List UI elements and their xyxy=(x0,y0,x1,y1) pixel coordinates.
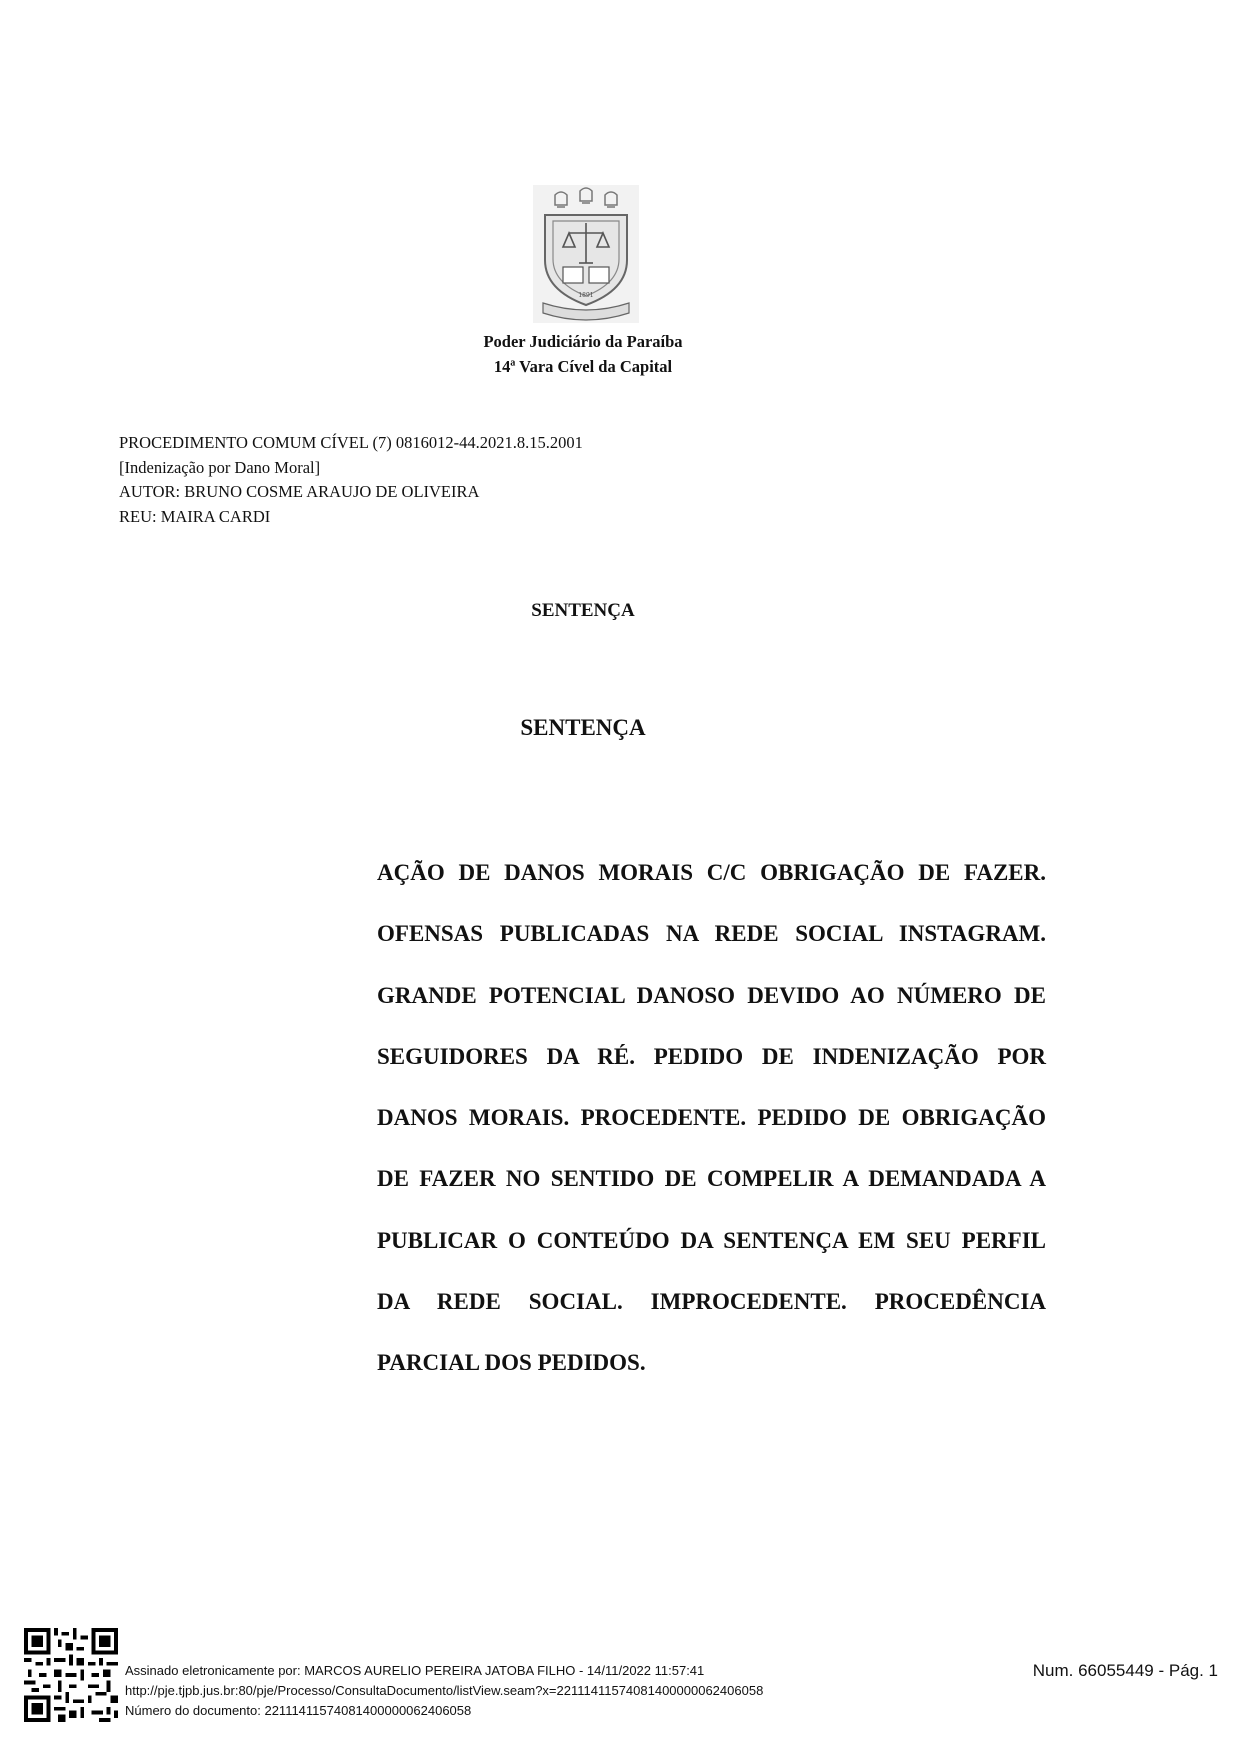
svg-text:1891: 1891 xyxy=(578,292,594,299)
page-number: Num. 66055449 - Pág. 1 xyxy=(1032,1661,1218,1680)
document-title: SENTENÇA xyxy=(531,600,635,621)
document-number: Número do documento: 22111411574081400000062406058 xyxy=(125,1703,472,1718)
court-division: 14ª Vara Cível da Capital xyxy=(493,357,673,376)
court-name: Poder Judiciário da Paraíba xyxy=(483,332,683,351)
section-title: SENTENÇA xyxy=(520,715,646,740)
ementa-summary: AÇÃO DE DANOS MORAIS C/C OBRIGAÇÃO DE FAZER. OFENSAS PUBLICADAS NA REDE SOCIAL INSTAGRAM. GRANDE POTENCIAL DANOSO DEVIDO AO NÚMERO DE SEGUIDORES DA RÉ. PEDIDO DE INDENIZAÇÃO POR DANOS MORAIS. PROCEDENTE. PEDIDO DE OBRIGAÇÃO DE FAZER NO SENTIDO DE COMPELIR A DEMANDADA A PUBLICAR O CONTEÚDO DA SENTENÇA EM SEU PERFIL DA REDE SOCIAL. IMPROCEDENTE. PROCEDÊNCIA PARCIAL DOS PEDIDOS. xyxy=(377,860,1046,1376)
qr-code-icon[interactable] xyxy=(24,1628,118,1722)
document-url[interactable]: http://pje.tjpb.jus.br:80/pje/Processo/ConsultaDocumento/listView.seam?x=22111411574081400000062406058 xyxy=(125,1683,764,1698)
procedure-number: PROCEDIMENTO COMUM CÍVEL (7) 0816012-44.2021.8.15.2001 xyxy=(119,433,583,452)
case-defendant: REU: MAIRA CARDI xyxy=(119,507,271,526)
coat-of-arms-icon xyxy=(533,185,639,323)
case-author: AUTOR: BRUNO COSME ARAUJO DE OLIVEIRA xyxy=(119,482,480,501)
signature-info: Assinado eletronicamente por: MARCOS AURELIO PEREIRA JATOBA FILHO - 14/11/2022 11:57:41 xyxy=(125,1663,705,1678)
case-subject: [Indenização por Dano Moral] xyxy=(119,458,321,477)
